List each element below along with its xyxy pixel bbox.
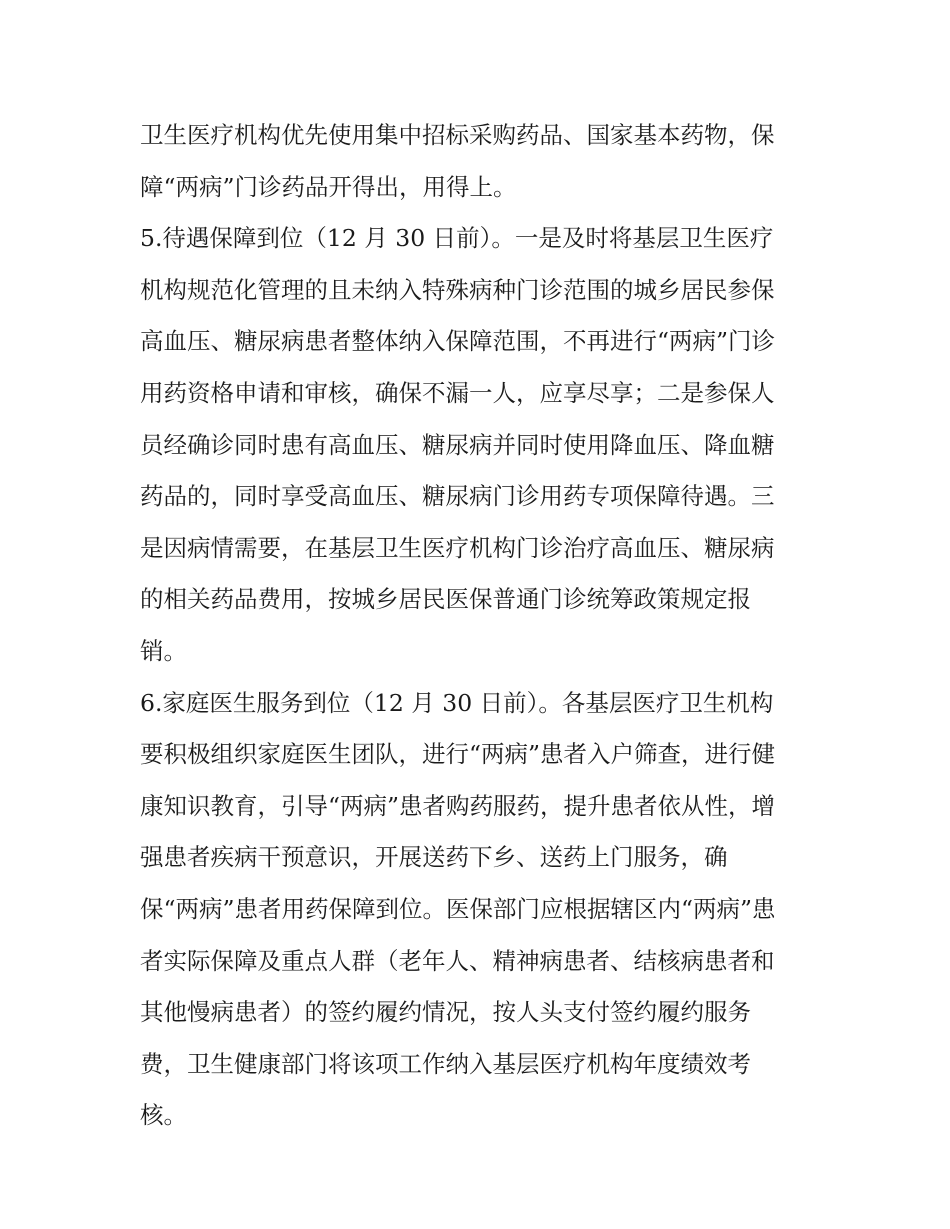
text-line: 用药资格申请和审核，确保不漏一人，应享尽享；二是参保人	[140, 378, 775, 407]
text-line: 要积极组织家庭医生团队，进行“两病”患者入户筛查，进行健	[140, 740, 776, 769]
text-line: 其他慢病患者）的签约履约情况，按人头支付签约履约服务	[140, 998, 751, 1027]
section-5-heading-line: 5.待遇保障到位（12 月 30 日前）。一是及时将基层卫生医疗	[140, 224, 774, 253]
text-line: 销。	[140, 636, 187, 665]
text-line: 强患者疾病干预意识，开展送药下乡、送药上门服务，确	[140, 843, 728, 872]
text-line: 康知识教育，引导“两病”患者购药服药，提升患者依从性，增	[140, 791, 776, 820]
text-line: 障“两病”门诊药品开得出，用得上。	[140, 172, 517, 201]
text-line: 机构规范化管理的且未纳入特殊病种门诊范围的城乡居民参保	[140, 275, 775, 304]
text-line: 是因病情需要，在基层卫生医疗机构门诊治疗高血压、糖尿病	[140, 533, 775, 562]
text-line: 卫生医疗机构优先使用集中招标采购药品、国家基本药物，保	[140, 121, 775, 149]
text-line: 费，卫生健康部门将该项工作纳入基层医疗机构年度绩效考	[140, 1049, 751, 1078]
text-line: 保“两病”患者用药保障到位。医保部门应根据辖区内“两病”患	[140, 894, 776, 923]
text-line: 员经确诊同时患有高血压、糖尿病并同时使用降血压、降血糖	[140, 430, 775, 459]
text-line: 药品的，同时享受高血压、糖尿病门诊用药专项保障待遇。三	[140, 482, 775, 511]
section-6-heading-line: 6.家庭医生服务到位（12 月 30 日前）。各基层医疗卫生机构	[140, 688, 774, 717]
text-line: 高血压、糖尿病患者整体纳入保障范围，不再进行“两病”门诊	[140, 327, 776, 356]
document-body	[140, 110, 820, 1142]
text-line: 核。	[140, 1101, 187, 1130]
text-line: 者实际保障及重点人群（老年人、精神病患者、结核病患者和	[140, 946, 775, 975]
text-line: 的相关药品费用，按城乡居民医保普通门诊统筹政策规定报	[140, 585, 751, 614]
